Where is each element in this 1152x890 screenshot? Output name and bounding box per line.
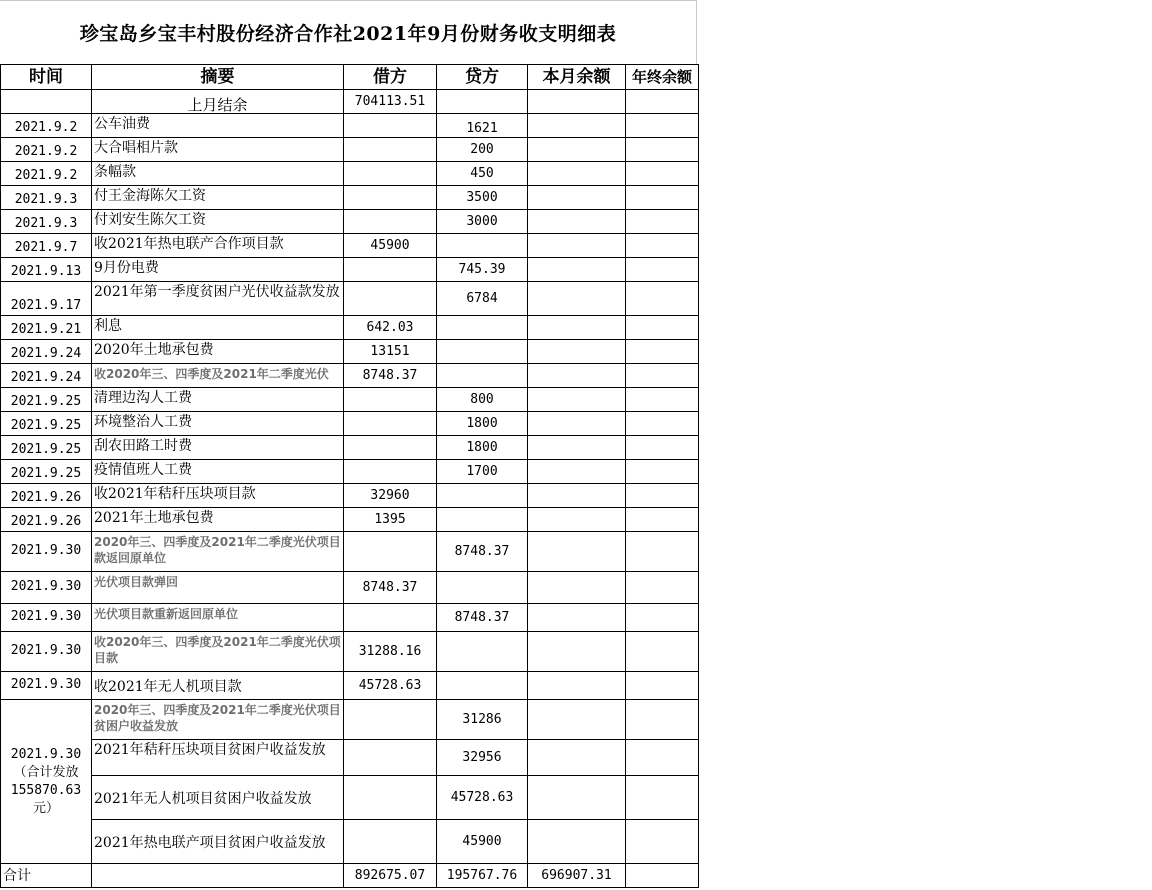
cell-empty[interactable] (528, 572, 626, 604)
row-debit[interactable] (344, 532, 437, 572)
row-desc[interactable]: 环境整治人工费 (92, 412, 344, 436)
row-desc[interactable]: 2021年热电联产项目贫困户收益发放 (92, 820, 344, 864)
total-credit[interactable]: 195767.76 (437, 864, 528, 888)
row-date[interactable]: 2021.9.3 (1, 210, 92, 234)
row-date[interactable]: 2021.9.2 (1, 162, 92, 186)
row-credit[interactable]: 8748.37 (437, 532, 528, 572)
cell-empty[interactable] (528, 114, 626, 138)
cell-empty[interactable] (1, 90, 92, 114)
row-date[interactable]: 2021.9.2 (1, 114, 92, 138)
page-title: 珍宝岛乡宝丰村股份经济合作社2021年9月份财务收支明细表 (79, 23, 617, 45)
row-credit[interactable] (437, 340, 528, 364)
row-debit[interactable] (344, 138, 437, 162)
cell-empty[interactable] (528, 508, 626, 532)
table-row (1, 388, 699, 412)
row-credit[interactable]: 6784 (437, 282, 528, 316)
cell-empty[interactable] (528, 436, 626, 460)
cell-empty[interactable] (626, 282, 699, 316)
group-row (1, 700, 699, 740)
table-row (1, 412, 699, 436)
table-row (1, 508, 699, 532)
row-credit[interactable] (437, 572, 528, 604)
row-credit[interactable] (437, 316, 528, 340)
header-year-balance[interactable]: 年终余额 (626, 65, 699, 90)
row-credit[interactable]: 800 (437, 388, 528, 412)
table-row (1, 460, 699, 484)
row-desc[interactable]: 光伏项目款重新返回原单位 (92, 604, 344, 632)
row-debit[interactable]: 45900 (344, 234, 437, 258)
cell-empty[interactable] (528, 776, 626, 820)
cell-empty[interactable] (626, 632, 699, 672)
cell-empty[interactable] (626, 162, 699, 186)
row-date[interactable]: 2021.9.24 (1, 364, 92, 388)
row-date[interactable]: 2021.9.3 (1, 186, 92, 210)
row-date[interactable]: 2021.9.17 (1, 282, 92, 316)
row-debit[interactable]: 13151 (344, 340, 437, 364)
row-debit[interactable]: 8748.37 (344, 364, 437, 388)
row-credit[interactable]: 3000 (437, 210, 528, 234)
header-month-balance[interactable]: 本月余额 (528, 65, 626, 90)
total-month-balance[interactable]: 696907.31 (528, 864, 626, 888)
row-date[interactable]: 2021.9.2 (1, 138, 92, 162)
row-date[interactable]: 2021.9.25 (1, 388, 92, 412)
table-row (1, 162, 699, 186)
cell-empty[interactable] (626, 138, 699, 162)
row-credit[interactable]: 200 (437, 138, 528, 162)
cell-empty[interactable] (528, 820, 626, 864)
row-debit[interactable] (344, 282, 437, 316)
row-desc[interactable]: 收2020年三、四季度及2021年二季度光伏 (92, 364, 344, 388)
row-credit[interactable] (437, 234, 528, 258)
row-credit[interactable]: 32956 (437, 740, 528, 776)
title-cell[interactable] (0, 0, 697, 64)
cell-empty[interactable] (528, 258, 626, 282)
row-desc[interactable]: 公车油费 (92, 114, 344, 138)
row-date[interactable]: 2021.9.25 (1, 460, 92, 484)
row-debit[interactable] (344, 186, 437, 210)
cell-empty[interactable] (626, 114, 699, 138)
cell-empty[interactable] (437, 90, 528, 114)
row-debit[interactable] (344, 210, 437, 234)
cell-empty[interactable] (626, 508, 699, 532)
row-desc[interactable]: 条幅款 (92, 162, 344, 186)
row-desc[interactable]: 2020年三、四季度及2021年二季度光伏项目贫困户收益发放 (92, 700, 344, 740)
table-row (1, 532, 699, 572)
row-date[interactable]: 2021.9.26 (1, 508, 92, 532)
row-date[interactable]: 2021.9.25 (1, 412, 92, 436)
total-debit[interactable]: 892675.07 (344, 864, 437, 888)
header-debit[interactable]: 借方 (344, 65, 437, 90)
table-row (1, 258, 699, 282)
row-credit[interactable] (437, 508, 528, 532)
row-desc[interactable]: 收2021年无人机项目款 (92, 672, 344, 700)
cell-empty[interactable] (626, 258, 699, 282)
row-date[interactable]: 2021.9.24 (1, 340, 92, 364)
cell-empty[interactable] (528, 340, 626, 364)
row-date[interactable]: 2021.9.26 (1, 484, 92, 508)
prev-balance-row (1, 90, 699, 114)
cell-empty[interactable] (528, 162, 626, 186)
row-debit[interactable] (344, 162, 437, 186)
prev-balance-label[interactable]: 上月结余 (92, 90, 344, 114)
row-debit[interactable]: 32960 (344, 484, 437, 508)
row-desc[interactable]: 疫情值班人工费 (92, 460, 344, 484)
cell-empty[interactable] (626, 864, 699, 888)
row-debit[interactable]: 31288.16 (344, 632, 437, 672)
row-credit[interactable]: 8748.37 (437, 604, 528, 632)
row-desc[interactable]: 利息 (92, 316, 344, 340)
row-desc[interactable]: 光伏项目款弹回 (92, 572, 344, 604)
row-credit[interactable]: 1800 (437, 436, 528, 460)
table-row (1, 572, 699, 604)
total-row (1, 864, 699, 888)
row-credit[interactable]: 31286 (437, 700, 528, 740)
row-desc[interactable]: 收2020年三、四季度及2021年二季度光伏项目款 (92, 632, 344, 672)
cell-empty[interactable] (626, 820, 699, 864)
cell-empty[interactable] (528, 234, 626, 258)
cell-empty[interactable] (626, 776, 699, 820)
cell-empty[interactable] (528, 740, 626, 776)
table-row (1, 436, 699, 460)
header-row (1, 65, 699, 90)
header-summary[interactable]: 摘要 (92, 65, 344, 90)
cell-empty[interactable] (528, 532, 626, 572)
cell-empty[interactable] (626, 412, 699, 436)
group-row (1, 820, 699, 864)
cell-empty[interactable] (528, 632, 626, 672)
cell-empty[interactable] (626, 572, 699, 604)
table-row (1, 114, 699, 138)
row-credit[interactable] (437, 672, 528, 700)
cell-empty[interactable] (626, 484, 699, 508)
cell-empty[interactable] (344, 700, 437, 740)
table-row (1, 282, 699, 316)
cell-empty[interactable] (626, 700, 699, 740)
group-row (1, 776, 699, 820)
cell-empty[interactable] (626, 436, 699, 460)
cell-empty[interactable] (528, 186, 626, 210)
group-date[interactable]: 2021.9.30（合计发放155870.63元） (1, 700, 92, 864)
row-debit[interactable] (344, 388, 437, 412)
row-desc[interactable]: 付刘安生陈欠工资 (92, 210, 344, 234)
table-row (1, 186, 699, 210)
row-date[interactable]: 2021.9.30 (1, 572, 92, 604)
table-row (1, 672, 699, 700)
cell-empty[interactable] (528, 604, 626, 632)
cell-empty[interactable] (344, 740, 437, 776)
row-desc[interactable]: 2021年土地承包费 (92, 508, 344, 532)
row-desc[interactable]: 清理边沟人工费 (92, 388, 344, 412)
cell-empty[interactable] (626, 460, 699, 484)
cell-empty[interactable] (626, 364, 699, 388)
cell-empty[interactable] (528, 460, 626, 484)
table-row (1, 210, 699, 234)
cell-empty[interactable] (92, 864, 344, 888)
cell-empty[interactable] (626, 316, 699, 340)
cell-empty[interactable] (626, 210, 699, 234)
row-debit[interactable]: 642.03 (344, 316, 437, 340)
table-row (1, 316, 699, 340)
table-row (1, 632, 699, 672)
cell-empty[interactable] (528, 282, 626, 316)
cell-empty[interactable] (528, 672, 626, 700)
row-desc[interactable]: 刮农田路工时费 (92, 436, 344, 460)
row-desc[interactable]: 2020年三、四季度及2021年二季度光伏项目款返回原单位 (92, 532, 344, 572)
row-desc[interactable]: 2021年第一季度贫困户光伏收益款发放 (92, 282, 344, 316)
cell-empty[interactable] (626, 234, 699, 258)
cell-empty[interactable] (344, 820, 437, 864)
cell-empty[interactable] (528, 700, 626, 740)
cell-empty[interactable] (344, 776, 437, 820)
cell-empty[interactable] (528, 484, 626, 508)
row-credit[interactable]: 1621 (437, 114, 528, 138)
row-debit[interactable] (344, 460, 437, 484)
row-credit[interactable]: 450 (437, 162, 528, 186)
row-credit[interactable]: 1700 (437, 460, 528, 484)
row-credit[interactable]: 745.39 (437, 258, 528, 282)
row-desc[interactable]: 收2021年热电联产合作项目款 (92, 234, 344, 258)
table-row (1, 604, 699, 632)
row-date[interactable]: 2021.9.13 (1, 258, 92, 282)
total-label[interactable]: 合计 (1, 864, 92, 888)
row-debit[interactable] (344, 114, 437, 138)
table-row (1, 138, 699, 162)
cell-empty[interactable] (528, 90, 626, 114)
cell-empty[interactable] (528, 138, 626, 162)
row-debit[interactable] (344, 258, 437, 282)
row-credit[interactable] (437, 484, 528, 508)
row-date[interactable]: 2021.9.7 (1, 234, 92, 258)
cell-empty[interactable] (626, 90, 699, 114)
cell-empty[interactable] (528, 210, 626, 234)
row-debit[interactable] (344, 604, 437, 632)
row-date[interactable]: 2021.9.30 (1, 672, 92, 700)
ledger-table (0, 64, 699, 888)
table-row (1, 234, 699, 258)
row-desc[interactable]: 收2021年秸秆压块项目款 (92, 484, 344, 508)
row-desc[interactable]: 2020年土地承包费 (92, 340, 344, 364)
row-credit[interactable]: 1800 (437, 412, 528, 436)
row-desc[interactable]: 大合唱相片款 (92, 138, 344, 162)
row-date[interactable]: 2021.9.30 (1, 604, 92, 632)
row-credit[interactable]: 45728.63 (437, 776, 528, 820)
table-row (1, 340, 699, 364)
row-credit[interactable]: 45900 (437, 820, 528, 864)
row-credit[interactable]: 3500 (437, 186, 528, 210)
row-credit[interactable] (437, 632, 528, 672)
row-date[interactable]: 2021.9.25 (1, 436, 92, 460)
cell-empty[interactable] (626, 604, 699, 632)
header-credit[interactable]: 贷方 (437, 65, 528, 90)
cell-empty[interactable] (528, 412, 626, 436)
row-credit[interactable] (437, 364, 528, 388)
cell-empty[interactable] (626, 672, 699, 700)
table-row (1, 364, 699, 388)
cell-empty[interactable] (528, 388, 626, 412)
row-desc[interactable]: 9月份电费 (92, 258, 344, 282)
cell-empty[interactable] (528, 316, 626, 340)
cell-empty[interactable] (626, 340, 699, 364)
row-date[interactable]: 2021.9.30 (1, 532, 92, 572)
row-desc[interactable]: 付王金海陈欠工资 (92, 186, 344, 210)
row-debit[interactable]: 45728.63 (344, 672, 437, 700)
cell-empty[interactable] (528, 364, 626, 388)
prev-balance-debit[interactable]: 704113.51 (344, 90, 437, 114)
header-date[interactable]: 时间 (1, 65, 92, 90)
row-debit[interactable]: 8748.37 (344, 572, 437, 604)
table-row (1, 484, 699, 508)
row-debit[interactable] (344, 412, 437, 436)
cell-empty[interactable] (626, 388, 699, 412)
cell-empty[interactable] (626, 532, 699, 572)
row-debit[interactable] (344, 436, 437, 460)
row-desc[interactable]: 2021年秸秆压块项目贫困户收益发放 (92, 740, 344, 776)
row-desc[interactable]: 2021年无人机项目贫困户收益发放 (92, 776, 344, 820)
group-row (1, 740, 699, 776)
cell-empty[interactable] (626, 186, 699, 210)
cell-empty[interactable] (626, 740, 699, 776)
row-date[interactable]: 2021.9.21 (1, 316, 92, 340)
row-date[interactable]: 2021.9.30 (1, 632, 92, 672)
row-debit[interactable]: 1395 (344, 508, 437, 532)
